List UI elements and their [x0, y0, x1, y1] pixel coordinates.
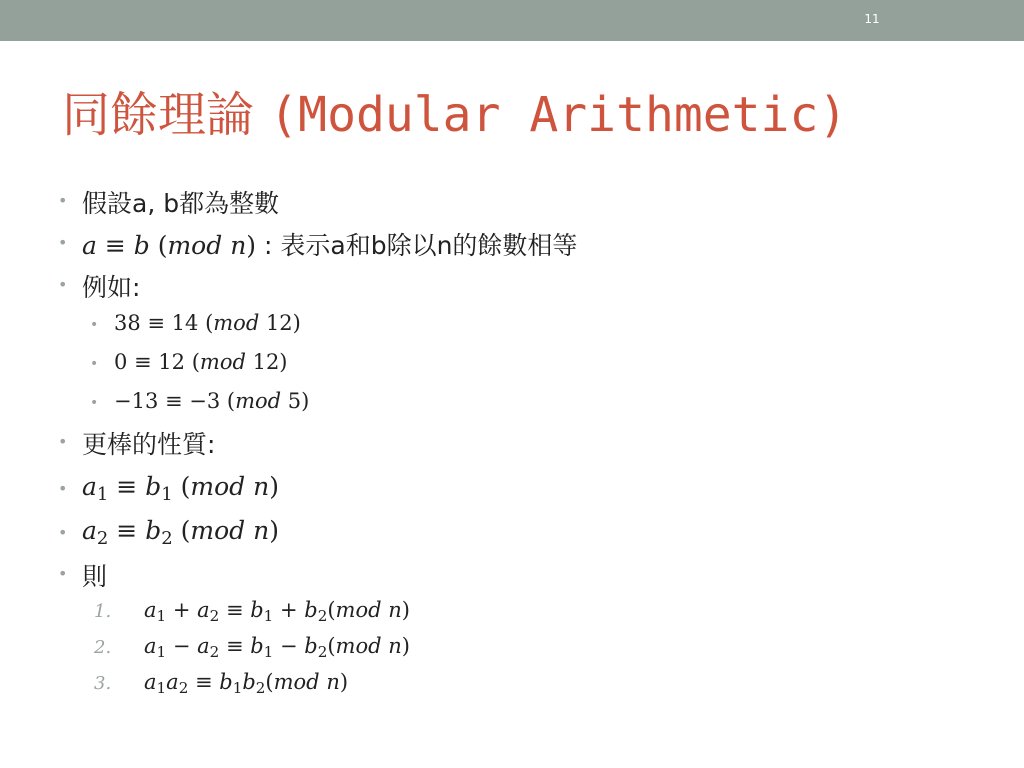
bullet-text: 則	[82, 562, 108, 591]
bullet-math: $a_2 \equiv b_2$ (mod n)	[82, 516, 279, 550]
slide-title	[62, 80, 847, 150]
bullet-text: a ≡ b (mod n) : 表示a和b除以n的餘數相等	[82, 231, 578, 260]
bullet-text: 更棒的性質:	[82, 430, 216, 459]
item-math: $a_1 - a_2 \equiv b_1 - b_2(mod$ n)	[144, 634, 410, 662]
example-text: 38 ≡ 14 (mod 12)	[114, 311, 301, 335]
item-number: 2.	[94, 637, 112, 658]
title-chinese: 同餘理論	[62, 87, 255, 143]
title-english: (Modular Arithmetic)	[269, 87, 848, 143]
item-number: 3.	[94, 673, 112, 694]
example-text: −13 ≡ −3 (mod 5)	[114, 389, 310, 413]
item-math: $a_1a_2 \equiv b_1b_2(mod$ n)	[144, 670, 349, 698]
bullet-dot: •	[58, 479, 68, 498]
bullet-dot: •	[90, 317, 99, 333]
bullet-dot: •	[58, 564, 68, 583]
bullet-dot: •	[58, 191, 68, 210]
bullet-math: $a_1 \equiv b_1$ (mod n)	[82, 472, 279, 506]
item-math: $a_1 + a_2 \equiv b_1 + b_2(mod$ n)	[144, 598, 410, 626]
bullet-dot: •	[58, 432, 68, 451]
bullet-text: 假設a, b都為整數	[82, 189, 280, 218]
page-number: 11	[864, 12, 880, 26]
bullet-dot: •	[90, 395, 99, 411]
bullet-dot: •	[58, 233, 68, 252]
item-number: 1.	[94, 601, 112, 622]
example-text: 0 ≡ 12 (mod 12)	[114, 350, 288, 374]
bullet-dot: •	[58, 275, 68, 294]
bullet-text: 例如:	[82, 273, 141, 302]
bullet-dot: •	[58, 523, 68, 542]
bullet-dot: •	[90, 356, 99, 372]
